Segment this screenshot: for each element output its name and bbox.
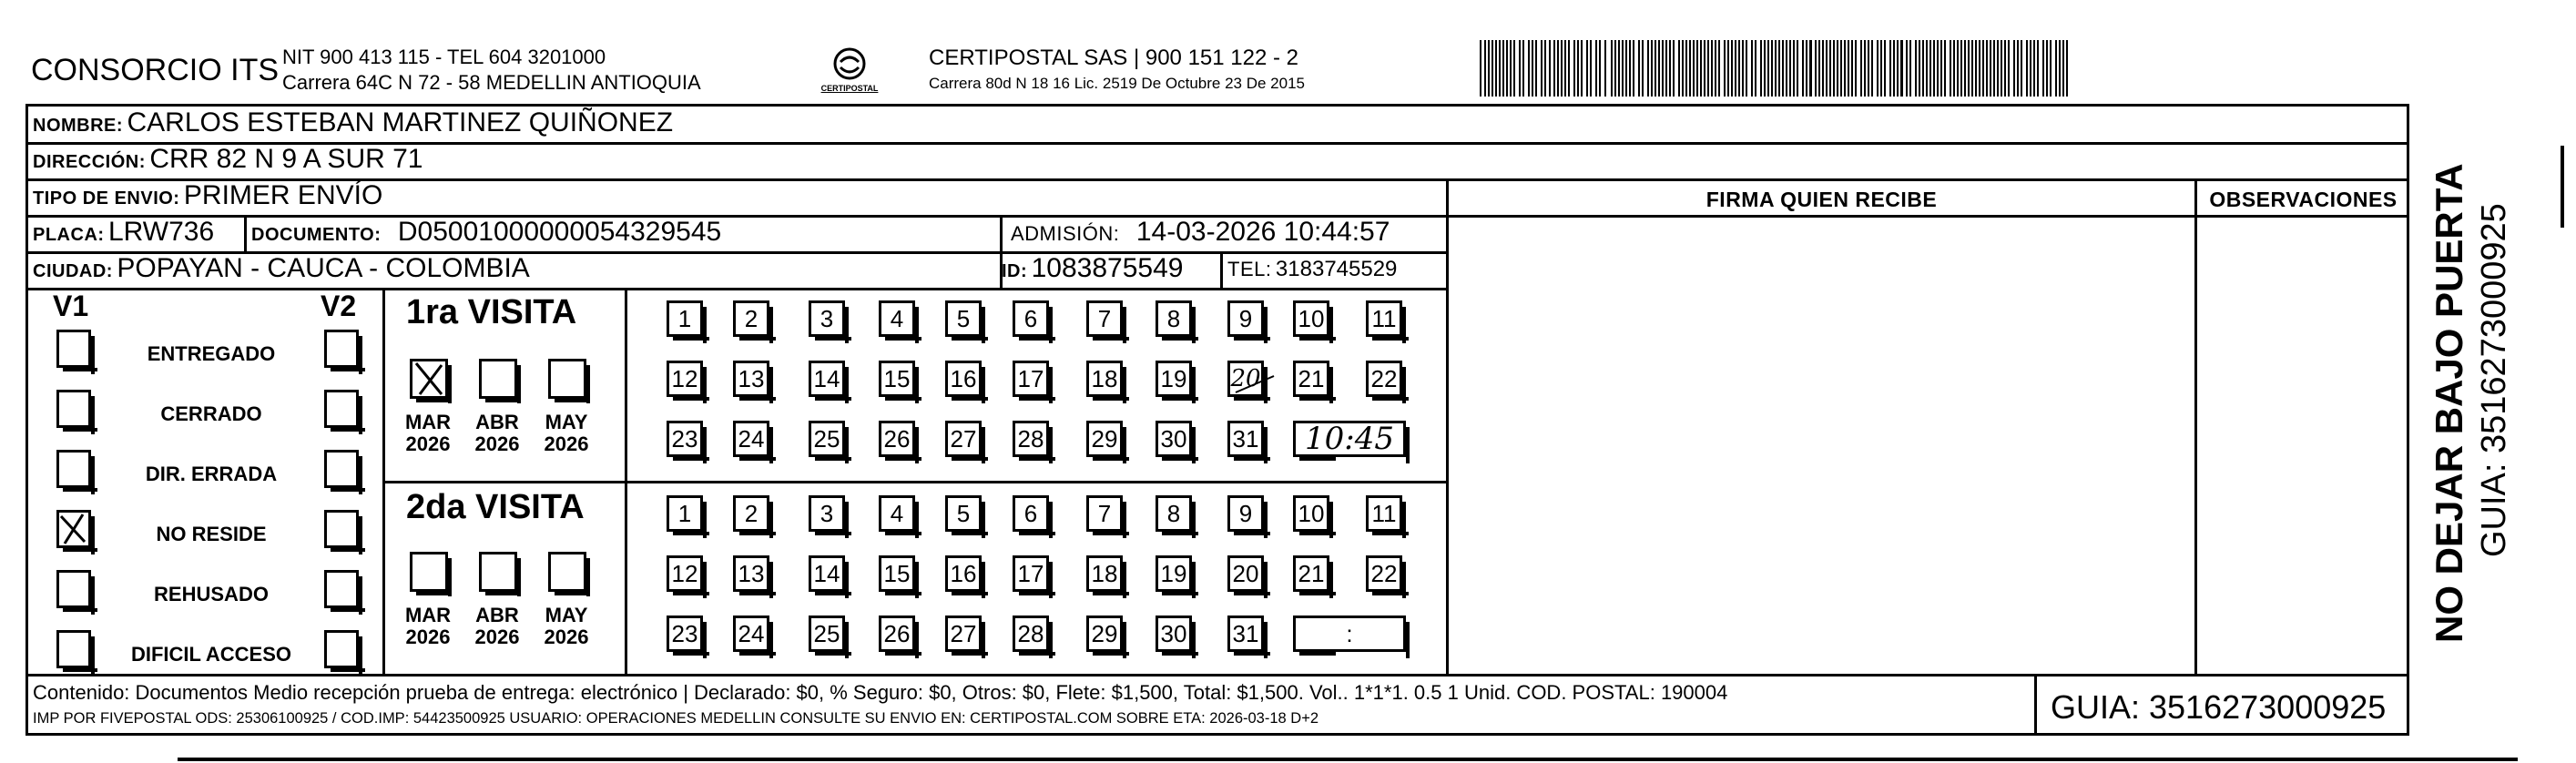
barcode-bar [2021,40,2022,97]
barcode-bar [1809,40,1812,97]
nombre-value: CARLOS ESTEBAN MARTINEZ QUIÑONEZ [127,107,674,137]
first-visit-day[interactable]: 24 [733,421,769,457]
barcode-bar [1724,40,1726,97]
barcode-bar [1704,40,1705,97]
v1-checkbox[interactable] [56,570,91,608]
first-visit-day[interactable]: 26 [879,421,915,457]
side-warning: NO DEJAR BAJO PUERTA [2428,163,2470,643]
ciudad-value: POPAYAN - CAUCA - COLOMBIA [117,253,530,283]
second-visit-month-box[interactable] [548,552,586,592]
nombre-row [33,107,673,138]
second-visit-day[interactable]: 20 [1227,555,1264,592]
first-visit-title: 1ra VISITA [406,293,577,331]
direccion-label: DIRECCIÓN: [33,152,146,172]
first-visit-day[interactable]: 30 [1156,421,1192,457]
barcode-bar [2033,40,2035,97]
barcode-bar [2001,40,2002,97]
first-visit-day[interactable]: 12 [667,361,703,397]
first-visit-day[interactable]: 6 [1013,300,1049,337]
second-visit-day[interactable]: 8 [1156,495,1192,532]
barcode-bar [1793,40,1795,97]
first-visit-day[interactable]: 17 [1013,361,1049,397]
ciudad-field [33,253,530,284]
barcode-bar [2026,40,2028,97]
first-visit-day[interactable]: 27 [945,421,982,457]
first-visit-day[interactable]: 5 [945,300,982,337]
month-label: MAR 2026 [404,604,452,648]
direccion-row [33,144,423,175]
first-visit-day[interactable]: 13 [733,361,769,397]
tipo-label: TIPO DE ENVIO: [33,188,180,209]
second-visit-day[interactable]: 28 [1013,615,1049,652]
logo-text: CERTIPOSTAL [820,84,879,93]
v2-checkbox[interactable] [324,570,359,608]
barcode-bar [1855,40,1857,97]
second-visit-day[interactable]: 15 [879,555,915,592]
barcode-bar [2059,40,2061,97]
barcode-bar [1986,40,1988,97]
barcode-bar [1929,40,1931,97]
barcode-bar [1864,40,1866,97]
barcode-bar [1971,40,1973,97]
barcode-bar [1782,40,1784,97]
barcode-bar [1840,40,1842,97]
barcode-bar [1604,40,1606,97]
barcode-bar [1767,40,1769,97]
barcode-bar [2050,40,2052,97]
certipostal-address: Carrera 80d N 18 16 Lic. 2519 De Octubre 23 De 2015 [929,75,1305,92]
second-visit-day[interactable]: 2 [733,495,769,532]
admision-label: ADMISIÓN: [1011,222,1120,245]
second-visit-day[interactable]: 18 [1086,555,1123,592]
month-label: MAR 2026 [404,411,452,455]
status-label: CERRADO [160,402,262,425]
barcode-bar [1797,40,1798,97]
id-value: 1083875549 [1031,253,1184,283]
barcode-bar [1553,40,1555,97]
second-visit-day[interactable]: 21 [1293,555,1329,592]
barcode-bar [1933,40,1935,97]
first-visit-day[interactable]: 3 [809,300,845,337]
tel-label: TEL: [1227,258,1272,280]
second-visit-day[interactable]: 1 [667,495,703,532]
barcode-bar [1751,40,1753,97]
barcode-bar [1993,40,1995,97]
v1-checkbox[interactable] [56,630,91,668]
barcode-bar [1940,40,1942,97]
barcode-bar [2042,40,2044,97]
barcode-bar [1519,40,1521,97]
status-label: ENTREGADO [147,342,276,365]
barcode-bar [1851,40,1853,97]
month-label: MAY 2026 [544,411,589,455]
barcode-bar [2046,40,2048,97]
barcode-bar [1658,40,1660,97]
firma-header: FIRMA QUIEN RECIBE [1705,188,1938,211]
barcode-bar [1544,40,1546,97]
first-visit-day[interactable]: 14 [809,361,845,397]
second-visit-day[interactable]: 14 [809,555,845,592]
v1-header: V1 [53,290,89,322]
barcode-bar [1557,40,1559,97]
barcode-bar [1738,40,1740,97]
barcode-bar [1662,40,1664,97]
barcode-bar [1975,40,1977,97]
barcode-bar [1492,40,1493,97]
barcode-bar [1707,40,1709,97]
barcode-bar [1979,40,1980,97]
v2-checkbox[interactable] [324,390,359,428]
barcode-bar [1711,40,1713,97]
second-visit-title: 2da VISITA [406,488,585,526]
v2-checkbox[interactable] [324,510,359,548]
barcode-bar [1997,40,1999,97]
v1-checkbox[interactable] [56,510,91,548]
barcode-bar [1622,40,1624,97]
first-visit-day[interactable]: 18 [1086,361,1123,397]
second-visit-day[interactable]: 9 [1227,495,1264,532]
nit-line: NIT 900 413 115 - TEL 604 3201000 [282,46,606,68]
first-visit-month-box[interactable] [548,359,586,399]
barcode-bar [1926,40,1928,97]
v2-header: V2 [321,290,357,322]
tipo-row [33,180,382,211]
status-label: DIR. ERRADA [145,463,278,485]
barcode-bar [1742,40,1744,97]
v1-checkbox[interactable] [56,450,91,488]
barcode-bar [1564,40,1566,97]
v2-checkbox[interactable] [324,450,359,488]
tipo-value: PRIMER ENVÍO [183,180,383,210]
barcode-bar [1900,40,1903,97]
barcode-bar [1480,40,1481,97]
footer-guia: GUIA: 3516273000925 [2051,688,2387,726]
second-visit-day[interactable]: 31 [1227,615,1264,652]
placa-field [33,217,214,248]
barcode-bar [1665,40,1667,97]
barcode-bar [1968,40,1970,97]
barcode-bar [1806,40,1807,97]
barcode-bar [1669,40,1671,97]
barcode-bar [1771,40,1773,97]
barcode-bar [1789,40,1791,97]
barcode-bar [1746,40,1747,97]
barcode-bar [1906,40,1908,97]
barcode-bar [1880,40,1882,97]
barcode-bar [1715,40,1716,97]
second-visit-day[interactable]: 17 [1013,555,1049,592]
barcode-bar [1731,40,1733,97]
second-visit-day[interactable]: 7 [1086,495,1123,532]
barcode-bar [1510,40,1512,97]
barcode-bar [1535,40,1537,97]
barcode-bar [1629,40,1631,97]
first-visit-day[interactable]: 1 [667,300,703,337]
barcode-bar [1775,40,1777,97]
barcode-bar [1495,40,1497,97]
v2-checkbox[interactable] [324,630,359,668]
first-visit-day[interactable]: 16 [945,361,982,397]
barcode-bar [1889,40,1891,97]
barcode-bar [1700,40,1702,97]
barcode-bar [1595,40,1597,97]
barcode-bar [1647,40,1649,97]
barcode-bar [1844,40,1846,97]
second-visit-day[interactable]: 13 [733,555,769,592]
barcode-bar [1506,40,1508,97]
observaciones-header: OBSERVACIONES [2209,188,2398,211]
barcode-bar [2004,40,2006,97]
first-visit-day[interactable]: 10 [1293,300,1329,337]
second-visit-day[interactable]: 19 [1156,555,1192,592]
barcode-bar [1528,40,1530,97]
barcode-bar [1693,40,1695,97]
barcode-bar [1937,40,1939,97]
barcode-bar [1590,40,1592,97]
certipostal-line: CERTIPOSTAL SAS | 900 151 122 - 2 [929,46,1298,70]
tel-value: 3183745529 [1275,257,1398,281]
barcode-bar [1577,40,1579,97]
first-visit-day[interactable]: 15 [879,361,915,397]
barcode-bar [1599,40,1601,97]
barcode-bar [1760,40,1762,97]
second-visit-day[interactable]: 23 [667,615,703,652]
first-visit-time[interactable]: 10:45 [1293,421,1406,457]
barcode-bar [1982,40,1984,97]
barcode-bar [2066,40,2068,97]
barcode-bar [1837,40,1838,97]
documento-label: DOCUMENTO: [251,225,382,245]
first-visit-day[interactable]: 20 [1227,361,1264,397]
barcode-bar [1860,40,1862,97]
barcode-bar [1826,40,1828,97]
certipostal-logo [809,42,891,97]
second-visit-day[interactable]: 11 [1366,495,1402,532]
company-name: CONSORCIO ITS [31,53,280,87]
barcode-bar [1755,40,1756,97]
barcode-bar [1513,40,1515,97]
second-visit-day[interactable]: 29 [1086,615,1123,652]
handwritten-mark [1230,365,1285,408]
barcode-bar [1960,40,1962,97]
barcode-bar [1633,40,1634,97]
barcode-bar [1727,40,1729,97]
barcode-bar [1735,40,1736,97]
barcode-bar [1877,40,1879,97]
barcode-bar [1953,40,1955,97]
side-guia: GUIA: 3516273000925 [2475,203,2513,557]
id-field [1002,253,1183,284]
barcode-bar [1541,40,1543,97]
barcode-bar [2030,40,2031,97]
barcode-bar [1915,40,1917,97]
first-visit-month-box[interactable] [410,359,448,399]
barcode-bar [1638,40,1640,97]
barcode-bar [1919,40,1920,97]
nombre-label: NOMBRE: [33,116,124,136]
second-visit-month-box[interactable] [410,552,448,592]
barcode-bar [1718,40,1720,97]
barcode-bar [1625,40,1627,97]
admision-field [1011,217,1390,248]
first-visit-day[interactable]: 8 [1156,300,1192,337]
barcode-bar [1499,40,1501,97]
barcode-bar [1922,40,1924,97]
direccion-value: CRR 82 N 9 A SUR 71 [149,144,423,174]
barcode-bar [1651,40,1653,97]
barcode-bar [1871,40,1873,97]
barcode-bar [1909,40,1911,97]
barcode-bar [1786,40,1787,97]
barcode-bar [1573,40,1575,97]
first-visit-day[interactable]: 31 [1227,421,1264,457]
status-label: DIFICIL ACCESO [130,643,291,666]
barcode-bar [1822,40,1824,97]
barcode-bar [1532,40,1533,97]
barcode-bar [1944,40,1946,97]
barcode-bar [1561,40,1563,97]
barcode-bar [2062,40,2064,97]
first-visit-month-box[interactable] [479,359,517,399]
documento-field [251,217,721,248]
first-visit-day[interactable]: 21 [1293,361,1329,397]
address-line: Carrera 64C N 72 - 58 MEDELLIN ANTIOQUIA [282,71,701,94]
v1-checkbox[interactable] [56,330,91,368]
barcode-bar [1611,40,1613,97]
status-label: REHUSADO [154,583,269,605]
barcode-bar [1586,40,1588,97]
first-visit-day[interactable]: 25 [809,421,845,457]
first-visit-day[interactable]: 4 [879,300,915,337]
placa-label: PLACA: [33,225,105,245]
barcode-bar [1484,40,1486,97]
first-visit-day[interactable]: 19 [1156,361,1192,397]
barcode [1480,40,2072,97]
barcode-bar [1957,40,1959,97]
second-visit-day[interactable]: 12 [667,555,703,592]
barcode-bar [1696,40,1698,97]
second-visit-month-box[interactable] [479,552,517,592]
second-visit-day[interactable]: 6 [1013,495,1049,532]
barcode-bar [1655,40,1656,97]
status-label: NO RESIDE [156,523,267,545]
second-visit-day[interactable]: 10 [1293,495,1329,532]
barcode-bar [1568,40,1570,97]
barcode-bar [1802,40,1804,97]
barcode-bar [1618,40,1620,97]
barcode-bar [1502,40,1504,97]
barcode-bar [1893,40,1895,97]
barcode-bar [1685,40,1687,97]
barcode-bar [1818,40,1820,97]
month-label: MAY 2026 [544,604,589,648]
second-visit-day[interactable]: 4 [879,495,915,532]
placa-value: LRW736 [108,217,215,247]
barcode-bar [1764,40,1766,97]
month-label: ABR 2026 [474,604,520,648]
documento-value: D05001000000054329545 [397,217,722,247]
second-visit-day[interactable]: 5 [945,495,982,532]
barcode-bar [1488,40,1490,97]
second-visit-day[interactable]: 22 [1366,555,1402,592]
barcode-bar [1848,40,1849,97]
barcode-bar [1678,40,1680,97]
tel-field [1227,257,1397,282]
barcode-bar [1549,40,1551,97]
barcode-bar [1673,40,1675,97]
imp-line: IMP POR FIVEPOSTAL ODS: 25306100925 / COD.IMP: 54423500925 USUARIO: OPERACIONES MEDELLIN CONSULTE SU ENVIO EN: CERTIPOSTAL.COM SOBRE ETA: 2026-03-18 D+2 [33,710,1319,727]
v2-checkbox[interactable] [324,330,359,368]
barcode-bar [1964,40,1966,97]
id-label: ID: [1002,261,1028,281]
second-visit-day[interactable]: 30 [1156,615,1192,652]
first-visit-day[interactable]: 23 [667,421,703,457]
barcode-bar [1815,40,1817,97]
second-visit-time[interactable]: : [1293,615,1406,652]
barcode-bar [2037,40,2039,97]
second-visit-day[interactable]: 26 [879,615,915,652]
barcode-bar [1833,40,1835,97]
first-visit-day[interactable]: 11 [1366,300,1402,337]
month-label: ABR 2026 [474,411,520,455]
second-visit-day[interactable]: 3 [809,495,845,532]
second-visit-day[interactable]: 16 [945,555,982,592]
barcode-bar [2013,40,2015,97]
first-visit-day[interactable]: 9 [1227,300,1264,337]
barcode-bar [1950,40,1951,97]
barcode-bar [1682,40,1684,97]
first-visit-day[interactable]: 22 [1366,361,1402,397]
barcode-bar [2008,40,2010,97]
second-visit-day[interactable]: 24 [733,615,769,652]
barcode-bar [1778,40,1780,97]
barcode-bar [1689,40,1691,97]
first-visit-day[interactable]: 7 [1086,300,1123,337]
barcode-bar [1829,40,1831,97]
second-visit-day[interactable]: 25 [809,615,845,652]
barcode-bar [2017,40,2019,97]
barcode-bar [2055,40,2057,97]
v1-checkbox[interactable] [56,390,91,428]
first-visit-day[interactable]: 28 [1013,421,1049,457]
second-visit-day[interactable]: 27 [945,615,982,652]
barcode-bar [1884,40,1886,97]
barcode-bar [1522,40,1524,97]
admision-value: 14-03-2026 10:44:57 [1135,217,1390,247]
first-visit-day[interactable]: 2 [733,300,769,337]
barcode-bar [1614,40,1616,97]
barcode-bar [1868,40,1869,97]
barcode-bar [1642,40,1644,97]
ciudad-label: CIUDAD: [33,261,113,281]
barcode-bar [1897,40,1899,97]
contenido-line: Contenido: Documentos Medio recepción prueba de entrega: electrónico | Declarado: $0, % Seguro: $0, Otros: $0, Flete: $1,500, Total: $1,500. Vol.. 1*1*1. 0.5 1 Unid. COD. POSTAL: 190004 [33,681,1728,704]
barcode-bar [1581,40,1583,97]
barcode-bar [1990,40,1991,97]
first-visit-day[interactable]: 29 [1086,421,1123,457]
